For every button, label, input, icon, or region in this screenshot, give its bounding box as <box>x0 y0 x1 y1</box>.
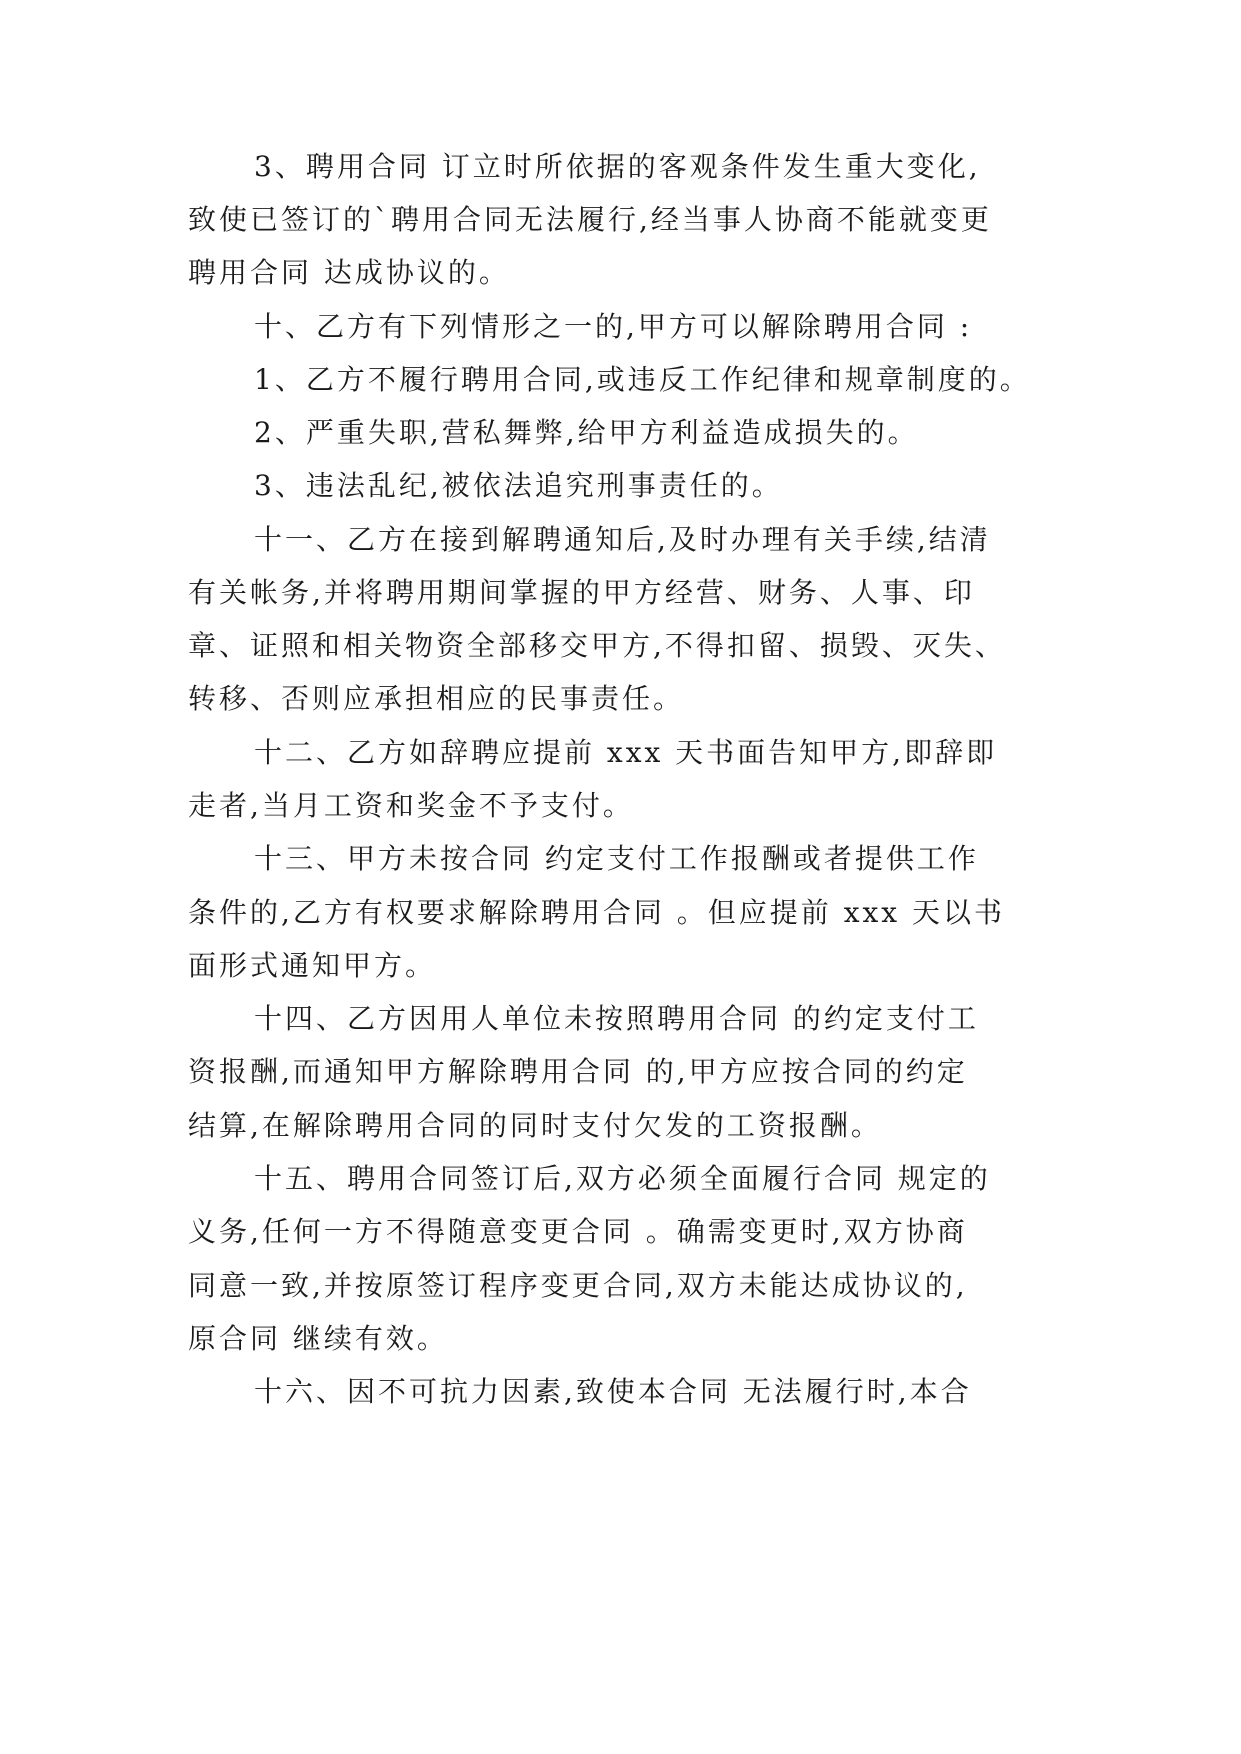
text-line: 原合同 继续有效。 <box>188 1322 448 1355</box>
text-line: 十二、乙方如辞聘应提前 xxx 天书面告知甲方,即辞即 <box>254 736 998 769</box>
text-line: 十一、乙方在接到解聘通知后,及时办理有关手续,结清 <box>254 523 991 556</box>
text-line: 章、证照和相关物资全部移交甲方,不得扣留、损毁、灭失、 <box>188 629 1006 662</box>
text-line: 条件的,乙方有权要求解除聘用合同 。但应提前 xxx 天以书 <box>188 896 1005 929</box>
text-line: 2、严重失职,营私舞弊,给甲方利益造成损失的。 <box>254 416 919 449</box>
text-line: 3、违法乱纪,被依法追究刑事责任的。 <box>254 469 783 502</box>
text-line: 十五、聘用合同签订后,双方必须全面履行合同 规定的 <box>254 1162 991 1195</box>
text-line: 义务,任何一方不得随意变更合同 。确需变更时,双方协商 <box>188 1215 968 1248</box>
text-line: 十、乙方有下列情形之一的,甲方可以解除聘用合同 : <box>254 310 973 343</box>
text-line: 走者,当月工资和奖金不予支付。 <box>188 789 634 822</box>
text-line: 结算,在解除聘用合同的同时支付欠发的工资报酬。 <box>188 1109 882 1142</box>
text-line: 十四、乙方因用人单位未按照聘用合同 的约定支付工 <box>254 1002 979 1035</box>
text-line: 致使已签订的`聘用合同无法履行,经当事人协商不能就变更 <box>188 203 992 236</box>
text-line: 十三、甲方未按合同 约定支付工作报酬或者提供工作 <box>254 842 979 875</box>
text-line: 有关帐务,并将聘用期间掌握的甲方经营、财务、人事、印 <box>188 576 975 609</box>
text-line: 1、乙方不履行聘用合同,或违反工作纪律和规章制度的。 <box>254 363 1031 396</box>
text-line: 面形式通知甲方。 <box>188 949 437 982</box>
text-line: 转移、否则应承担相应的民事责任。 <box>188 682 685 715</box>
text-line: 资报酬,而通知甲方解除聘用合同 的,甲方应按合同的约定 <box>188 1055 968 1088</box>
text-line: 同意一致,并按原签订程序变更合同,双方未能达成协议的, <box>188 1269 968 1302</box>
text-line: 十六、因不可抗力因素,致使本合同 无法履行时,本合 <box>254 1375 972 1408</box>
text-line: 聘用合同 达成协议的。 <box>188 256 510 289</box>
text-line: 3、聘用合同 订立时所依据的客观条件发生重大变化, <box>254 150 981 183</box>
